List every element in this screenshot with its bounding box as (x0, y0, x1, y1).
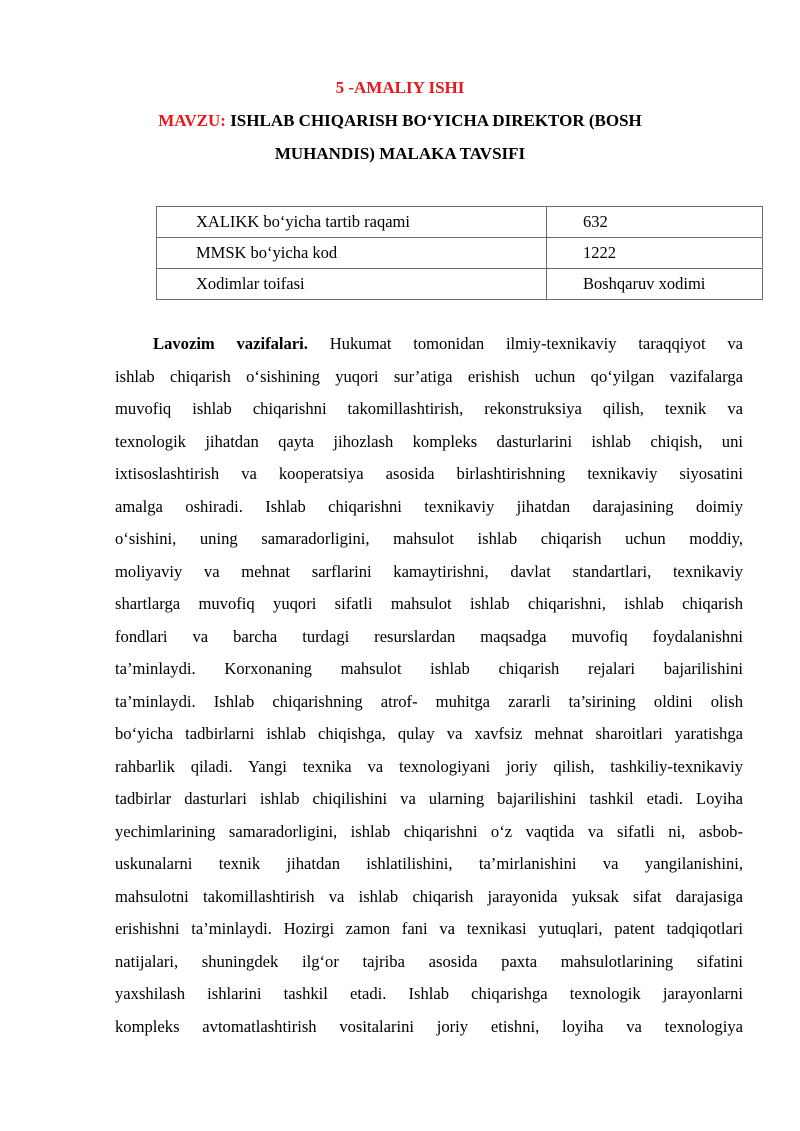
table-row (157, 269, 763, 300)
topic-label: MAVZU: (158, 111, 226, 130)
paragraph-line-text: Hukumat tomonidan ilmiy-texnikaviy taraqqiyot va (329, 334, 743, 353)
table-cell-label: XALIKK bo‘yicha tartib raqami (157, 207, 547, 238)
paragraph-line: mahsulotni takomillashtirish va ishlab chiqarish jarayonida yuksak sifat darajasiga (115, 886, 743, 906)
topic-text-line1: ISHLAB CHIQARISH BO‘YICHA DIREKTOR (BOSH (230, 111, 642, 130)
paragraph-line: fondlari va barcha turdagi resurslardan maqsadga muvofiq foydalanishni (115, 626, 743, 646)
paragraph-line: tadbirlar dasturlari ishlab chiqilishini va ularning bajarilishini tashkil etadi. Loyiha (115, 789, 743, 808)
topic-text-line2: MUHANDIS) MALAKA TAVSIFI (274, 144, 526, 163)
topic-heading (0, 111, 800, 131)
paragraph-line: erishishni ta’minlaydi. Hozirgi zamon fani va texnikasi yutuqlari, patent tadqiqotlari (115, 919, 743, 938)
paragraph-line: bo‘yicha tadbirlarni ishlab chiqishga, qulay va xavfsiz mehnat sharoitlari yaratishga (115, 724, 743, 743)
paragraph-line: ishlab chiqarish o‘sishining yuqori sur’atiga erishish uchun qo‘yilgan vazifalarga (115, 366, 743, 386)
table-cell-value: Boshqaruv xodimi (547, 269, 763, 300)
paragraph-line: yechimlarining samaradorligini, ishlab chiqarishni o‘z vaqtida va sifatli ni, asbob- (115, 821, 743, 841)
paragraph-line: moliyaviy va mehnat sarflarini kamaytirishni, davlat standartlari, texnikaviy (115, 561, 743, 581)
paragraph-line: rahbarlik qiladi. Yangi texnika va texnologiyani joriy qilish, tashkiliy-texnikaviy (115, 756, 743, 776)
paragraph-line: natijalari, shuningdek ilg‘or tajriba asosida paxta mahsulotlarining sifatini (115, 951, 743, 971)
body-paragraph (115, 328, 743, 1043)
paragraph-line: kompleks avtomatlashtirish vositalarini joriy etishni, loyiha va texnologiya (115, 1016, 743, 1036)
table-cell-value: 632 (547, 207, 763, 238)
paragraph-line: ta’minlaydi. Ishlab chiqarishning atrof- muhitga zararli ta’sirining oldini olish (115, 691, 743, 711)
table-cell-label: Xodimlar toifasi (157, 269, 547, 300)
paragraph-line: muvofiq ishlab chiqarishni takomillashtirish, rekonstruksiya qilish, texnik va (115, 399, 743, 418)
paragraph-line: ta’minlaydi. Korxonaning mahsulot ishlab chiqarish rejalari bajarilishini (115, 659, 743, 678)
table-cell-value: 1222 (547, 238, 763, 269)
paragraph-line: ixtisoslashtirish va kooperatsiya asosida birlashtirishning texnikaviy siyosatini (115, 464, 743, 483)
section-lead: Lavozim vazifalari. (153, 334, 308, 353)
info-table (156, 206, 763, 300)
table-row (157, 238, 763, 269)
paragraph-line: yaxshilash ishlarini tashkil etadi. Ishlab chiqarishga texnologik jarayonlarni (115, 984, 743, 1003)
paragraph-line: texnologik jihatdan qayta jihozlash kompleks dasturlarini ishlab chiqish, uni (115, 431, 743, 451)
paragraph-line: amalga oshiradi. Ishlab chiqarishni texnikaviy jihatdan darajasining doimiy (115, 496, 743, 516)
paragraph-line: o‘sishini, uning samaradorligini, mahsulot ishlab chiqarish uchun moddiy, (115, 529, 743, 548)
practical-work-title: 5 -AMALIY ISHI (335, 78, 465, 97)
table-cell-label: MMSK bo‘yicha kod (157, 238, 547, 269)
paragraph-line (115, 328, 743, 361)
paragraph-line: uskunalarni texnik jihatdan ishlatilishini, ta’mirlanishini va yangilanishini, (115, 854, 743, 873)
table-row (157, 207, 763, 238)
paragraph-line: shartlarga muvofiq yuqori sifatli mahsulot ishlab chiqarishni, ishlab chiqarish (115, 594, 743, 613)
